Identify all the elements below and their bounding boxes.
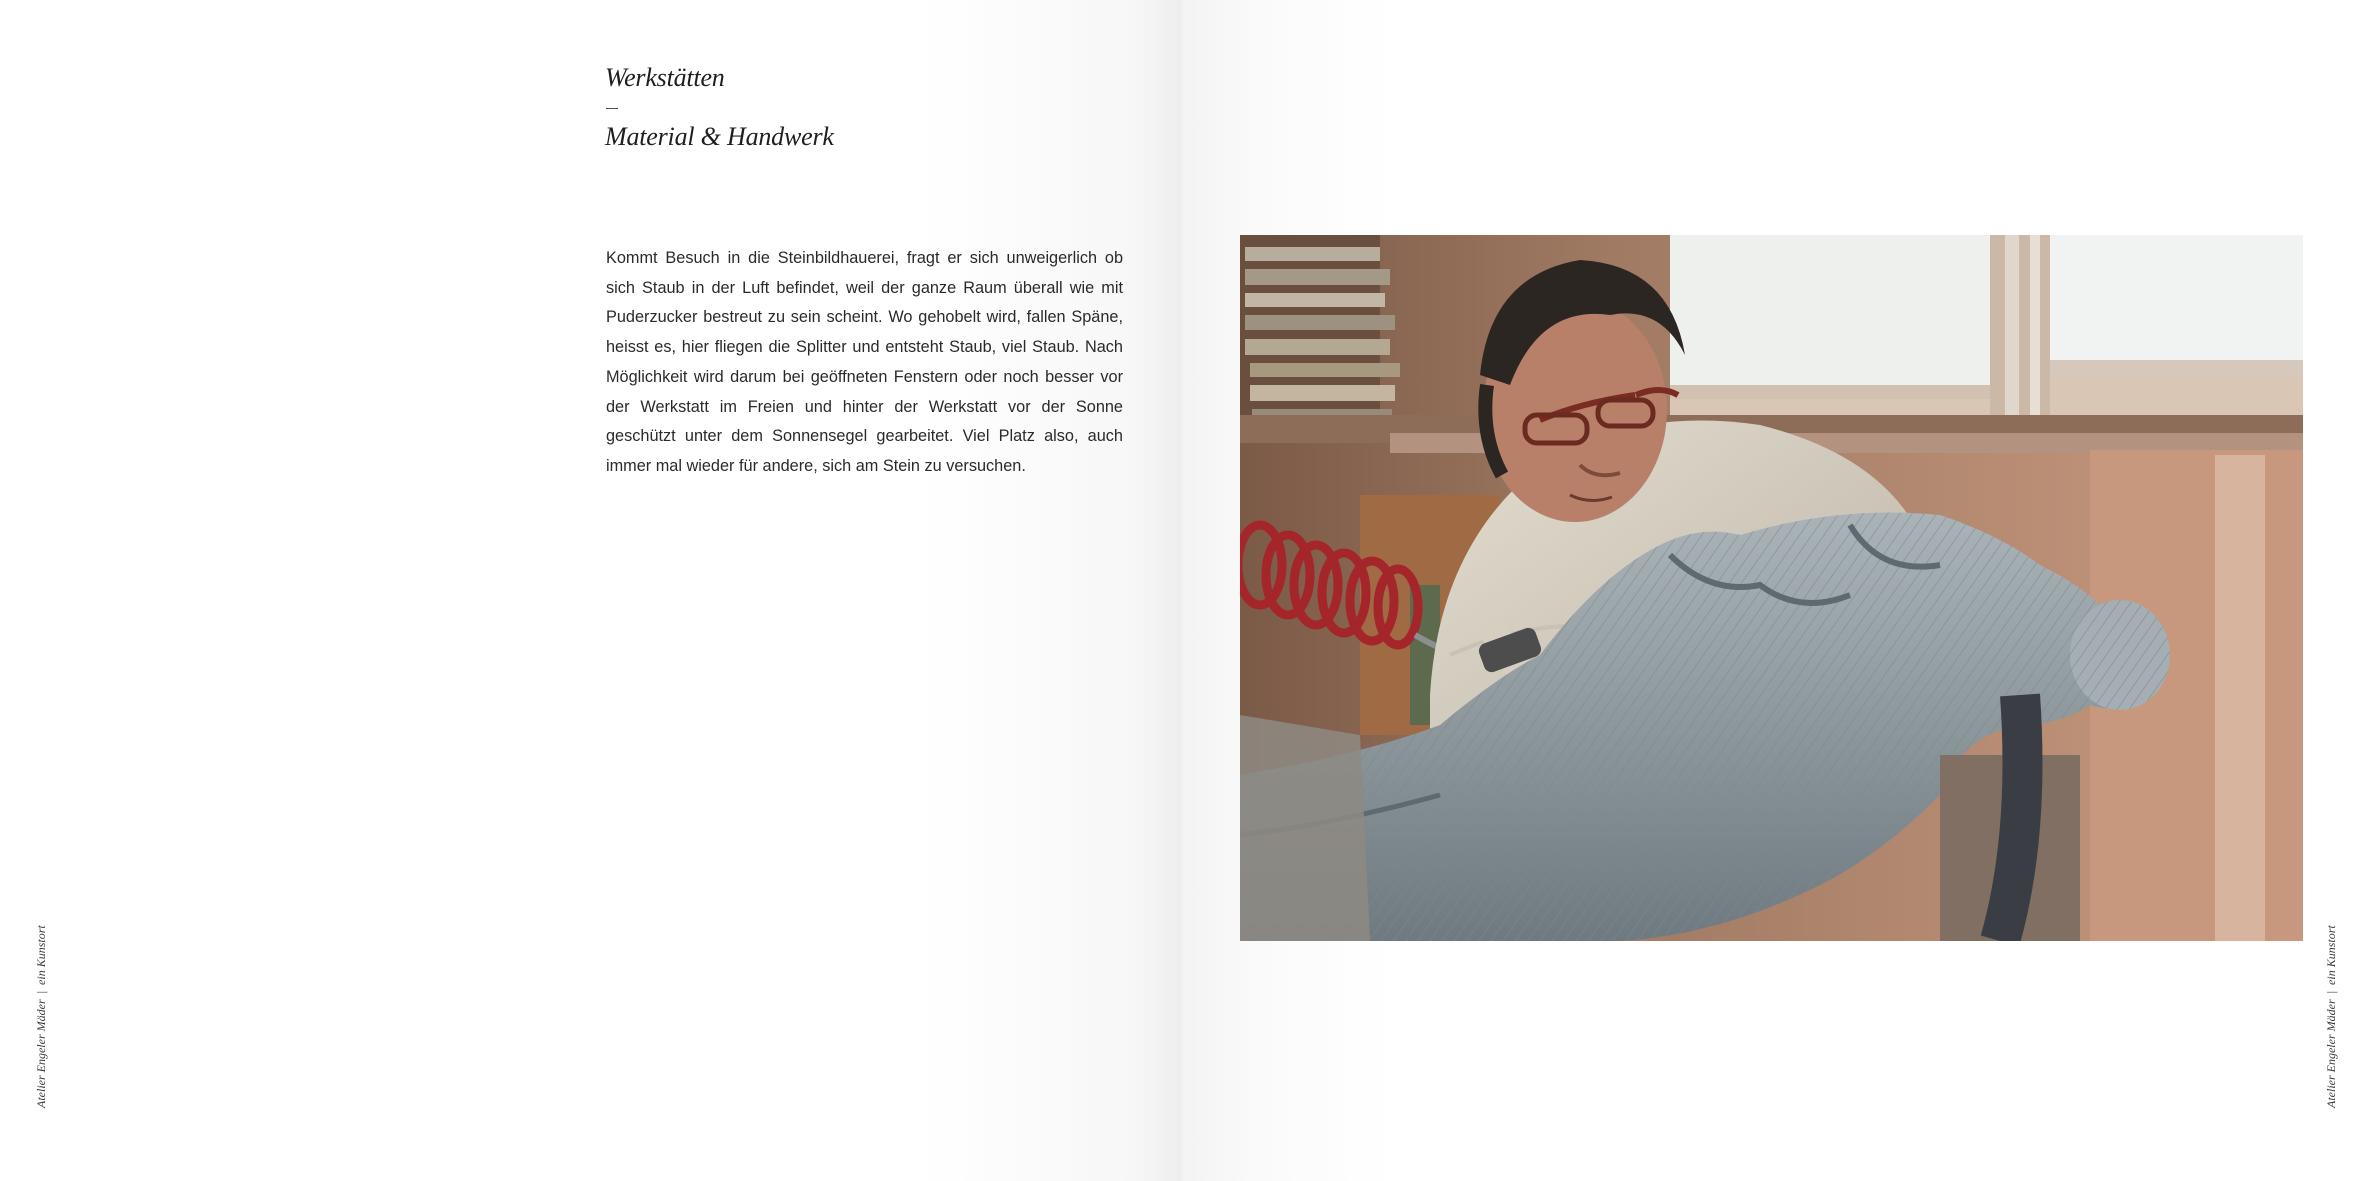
running-footer-right <box>2321 868 2341 1108</box>
body-paragraph: Kommt Besuch in die Steinbildhauerei, fragt er sich unweigerlich ob sich Staub in der Luft befindet, weil der ganze Raum überall wie mit Puderzucker bestreut zu sein scheint. Wo gehobelt wird, fallen Späne, heisst es, hier fliegen die Splitter und entsteht Staub, viel Staub. Nach Möglichkeit wird darum bei geöffneten Fenstern oder noch besser vor der Werkstatt im Freien und hinter der Werkstatt vor der Sonne geschützt unter dem Sonnensegel gearbeitet. Viel Platz also, auch immer mal wieder für andere, sich am Stein zu versuchen. <box>606 249 1123 475</box>
footer-subtitle: ein Kunstort <box>2324 925 2338 985</box>
workshop-window <box>1670 235 2303 440</box>
footer-studio-name: Atelier Engeler Mäder <box>34 999 48 1108</box>
running-footer-left <box>31 868 51 1108</box>
stacked-boards <box>1240 235 1400 435</box>
footer-separator: | <box>2324 990 2338 994</box>
sculptor-photo <box>1240 235 2303 941</box>
footer-separator: | <box>34 990 48 994</box>
footer-subtitle: ein Kunstort <box>34 925 48 985</box>
title-divider <box>606 108 618 109</box>
page-gutter <box>1180 0 1182 1181</box>
footer-studio-name: Atelier Engeler Mäder <box>2324 999 2338 1108</box>
section-title: Werkstätten <box>605 63 725 92</box>
chapter-title: Material & Handwerk <box>605 122 834 151</box>
